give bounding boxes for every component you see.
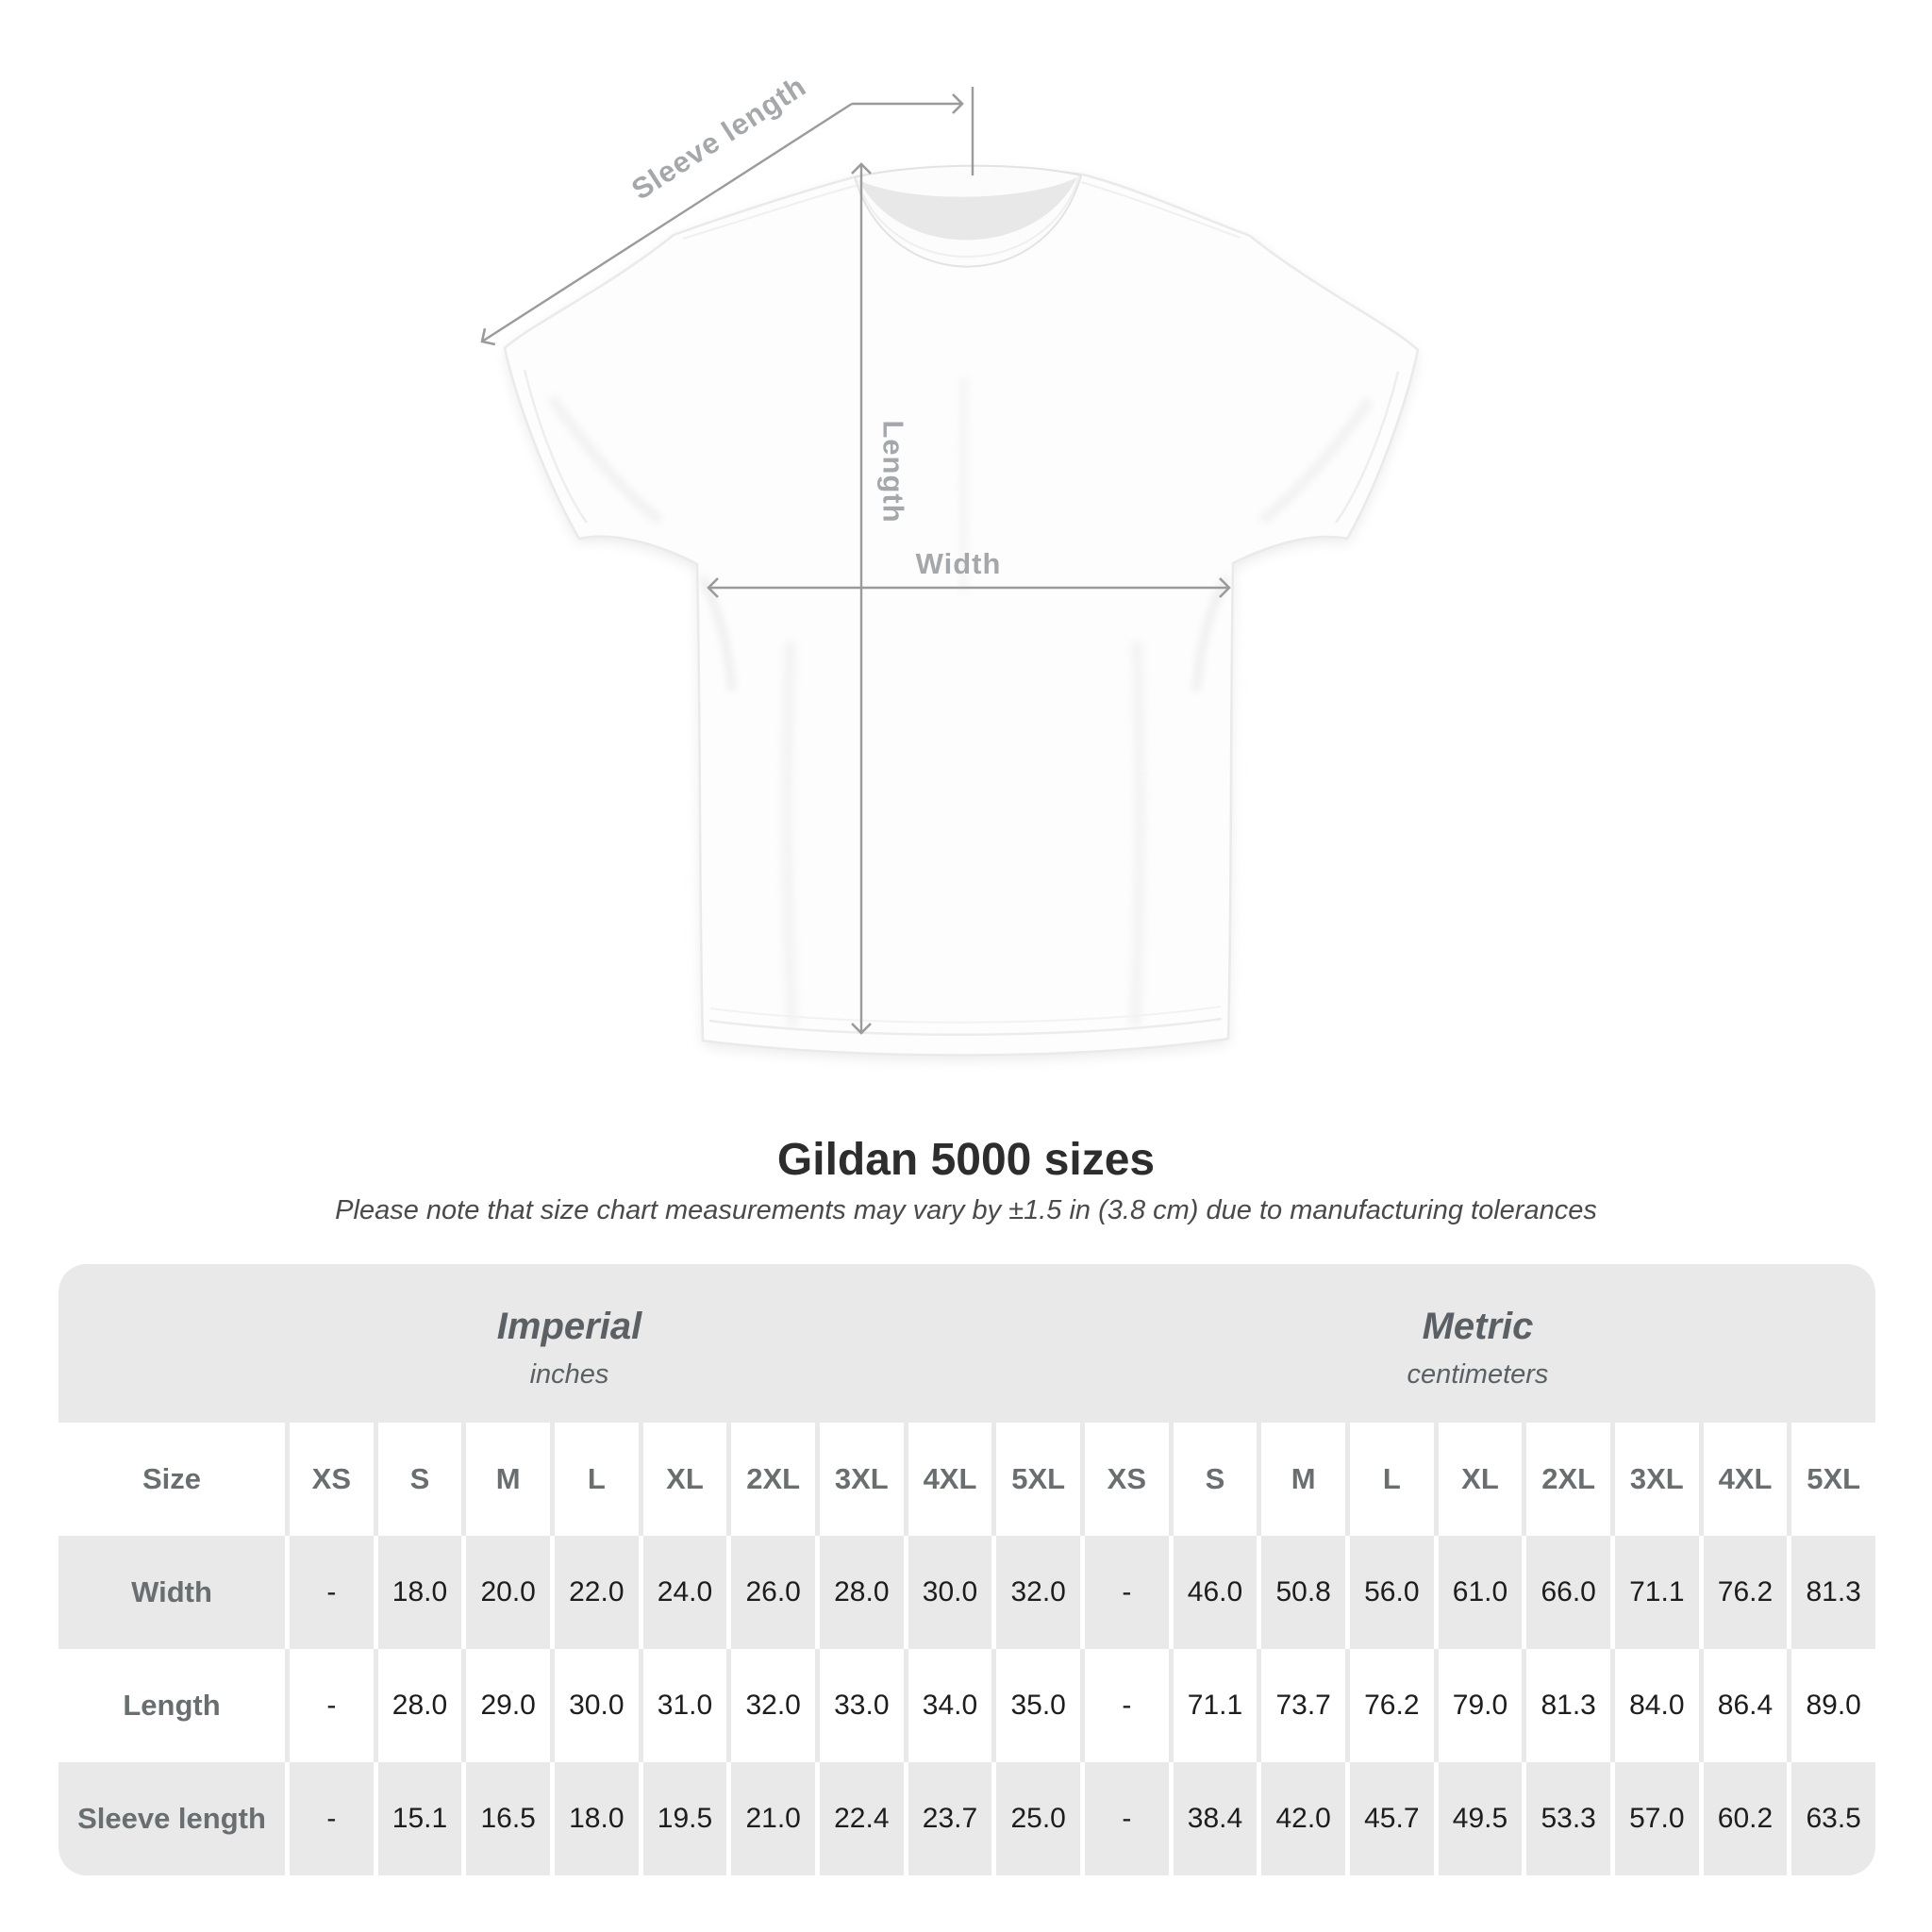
value-cell: 42.0 bbox=[1261, 1762, 1345, 1875]
size-column-header: XL bbox=[643, 1423, 727, 1536]
measurement-row bbox=[58, 1762, 1875, 1875]
value-cell: 30.0 bbox=[908, 1536, 992, 1649]
value-cell: 34.0 bbox=[908, 1649, 992, 1762]
value-cell: 38.4 bbox=[1174, 1762, 1257, 1875]
size-column-header: S bbox=[378, 1423, 462, 1536]
value-cell: 60.2 bbox=[1704, 1762, 1788, 1875]
value-cell: 29.0 bbox=[466, 1649, 550, 1762]
value-cell: 21.0 bbox=[731, 1762, 815, 1875]
metric-unit-label: centimeters bbox=[1407, 1359, 1549, 1390]
size-column-header: XL bbox=[1439, 1423, 1523, 1536]
sleeve-length-label: Sleeve length bbox=[625, 69, 812, 207]
size-chart-table bbox=[58, 1264, 1875, 1875]
length-label: Length bbox=[876, 420, 910, 524]
value-cell: 32.0 bbox=[996, 1536, 1080, 1649]
value-cell: 57.0 bbox=[1615, 1762, 1699, 1875]
table-body bbox=[58, 1423, 1875, 1875]
value-cell: 50.8 bbox=[1261, 1536, 1345, 1649]
value-cell: 81.3 bbox=[1526, 1649, 1610, 1762]
corner-label: Size bbox=[58, 1423, 285, 1536]
size-column-header: 5XL bbox=[1791, 1423, 1875, 1536]
value-cell: 79.0 bbox=[1439, 1649, 1523, 1762]
value-cell: 73.7 bbox=[1261, 1649, 1345, 1762]
value-cell: 71.1 bbox=[1174, 1649, 1257, 1762]
value-cell: 71.1 bbox=[1615, 1536, 1699, 1649]
imperial-system-label: Imperial bbox=[496, 1306, 642, 1347]
size-column-header: 4XL bbox=[1704, 1423, 1788, 1536]
metric-section-header bbox=[1080, 1264, 1875, 1423]
size-column-header: 2XL bbox=[731, 1423, 815, 1536]
value-cell: - bbox=[290, 1762, 374, 1875]
value-cell: - bbox=[290, 1649, 374, 1762]
tolerance-note: Please note that size chart measurements may vary by ±1.5 in (3.8 cm) due to manufacturing tolerances bbox=[335, 1195, 1597, 1225]
value-cell: 49.5 bbox=[1439, 1762, 1523, 1875]
size-column-header: L bbox=[1350, 1423, 1434, 1536]
value-cell: 84.0 bbox=[1615, 1649, 1699, 1762]
value-cell: 25.0 bbox=[996, 1762, 1080, 1875]
value-cell: 89.0 bbox=[1791, 1649, 1875, 1762]
value-cell: 76.2 bbox=[1350, 1649, 1434, 1762]
value-cell: 18.0 bbox=[378, 1536, 462, 1649]
value-cell: 61.0 bbox=[1439, 1536, 1523, 1649]
value-cell: 26.0 bbox=[731, 1536, 815, 1649]
value-cell: 31.0 bbox=[643, 1649, 727, 1762]
value-cell: 33.0 bbox=[820, 1649, 904, 1762]
size-column-header: 3XL bbox=[820, 1423, 904, 1536]
size-column-header: 3XL bbox=[1615, 1423, 1699, 1536]
value-cell: 81.3 bbox=[1791, 1536, 1875, 1649]
measurement-row bbox=[58, 1649, 1875, 1762]
value-cell: - bbox=[290, 1536, 374, 1649]
value-cell: 18.0 bbox=[555, 1762, 639, 1875]
row-label: Sleeve length bbox=[58, 1762, 285, 1875]
size-column-header: 5XL bbox=[996, 1423, 1080, 1536]
value-cell: - bbox=[1085, 1762, 1169, 1875]
value-cell: 46.0 bbox=[1174, 1536, 1257, 1649]
size-header-row bbox=[58, 1423, 1875, 1536]
value-cell: 15.1 bbox=[378, 1762, 462, 1875]
value-cell: 22.4 bbox=[820, 1762, 904, 1875]
value-cell: 16.5 bbox=[466, 1762, 550, 1875]
value-cell: 45.7 bbox=[1350, 1762, 1434, 1875]
page-title: Gildan 5000 sizes bbox=[776, 1135, 1156, 1185]
size-column-header: 4XL bbox=[908, 1423, 992, 1536]
row-label: Length bbox=[58, 1649, 285, 1762]
value-cell: 32.0 bbox=[731, 1649, 815, 1762]
value-cell: 53.3 bbox=[1526, 1762, 1610, 1875]
measurement-row bbox=[58, 1536, 1875, 1649]
imperial-section-header bbox=[58, 1264, 1080, 1423]
value-cell: - bbox=[1085, 1536, 1169, 1649]
width-label: Width bbox=[915, 547, 1002, 580]
size-column-header: XS bbox=[290, 1423, 374, 1536]
value-cell: 63.5 bbox=[1791, 1762, 1875, 1875]
value-cell: 86.4 bbox=[1704, 1649, 1788, 1762]
value-cell: 56.0 bbox=[1350, 1536, 1434, 1649]
value-cell: 28.0 bbox=[378, 1649, 462, 1762]
value-cell: 19.5 bbox=[643, 1762, 727, 1875]
unit-header-row bbox=[58, 1264, 1875, 1423]
size-column-header: M bbox=[1261, 1423, 1345, 1536]
value-cell: 28.0 bbox=[820, 1536, 904, 1649]
size-column-header: M bbox=[466, 1423, 550, 1536]
value-cell: 20.0 bbox=[466, 1536, 550, 1649]
value-cell: 22.0 bbox=[555, 1536, 639, 1649]
value-cell: - bbox=[1085, 1649, 1169, 1762]
metric-system-label: Metric bbox=[1422, 1306, 1534, 1347]
row-label: Width bbox=[58, 1536, 285, 1649]
value-cell: 24.0 bbox=[643, 1536, 727, 1649]
size-column-header: L bbox=[555, 1423, 639, 1536]
value-cell: 76.2 bbox=[1704, 1536, 1788, 1649]
size-column-header: XS bbox=[1085, 1423, 1169, 1536]
size-column-header: 2XL bbox=[1526, 1423, 1610, 1536]
value-cell: 30.0 bbox=[555, 1649, 639, 1762]
size-column-header: S bbox=[1174, 1423, 1257, 1536]
value-cell: 23.7 bbox=[908, 1762, 992, 1875]
imperial-unit-label: inches bbox=[529, 1359, 609, 1390]
value-cell: 66.0 bbox=[1526, 1536, 1610, 1649]
tshirt-body bbox=[505, 169, 1418, 1055]
value-cell: 35.0 bbox=[996, 1649, 1080, 1762]
